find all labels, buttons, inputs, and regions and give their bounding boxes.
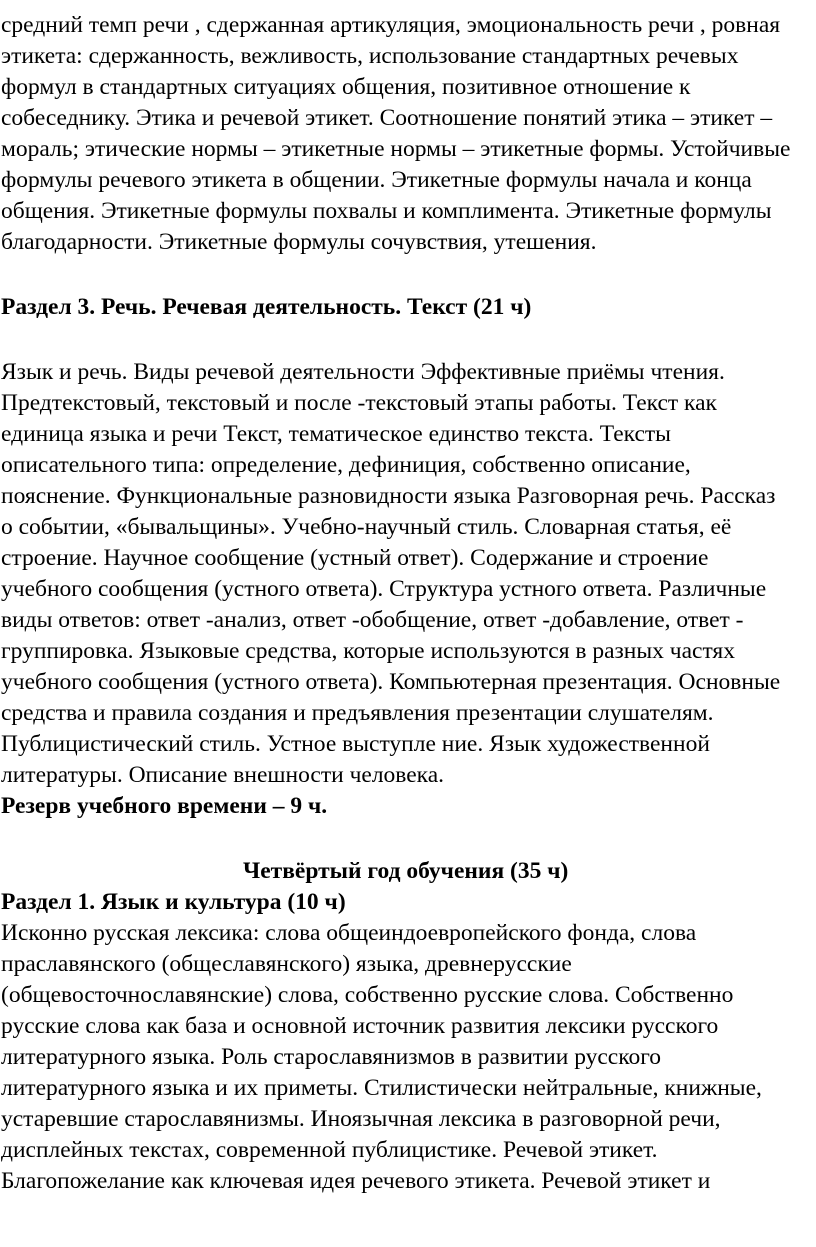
paragraph-line: о событии, «бывальщины». Учебно-научный стиль. Словарная статья, её [1,514,732,540]
paragraph-line: учебного сообщения (устного ответа). Структура устного ответа. Различные [1,576,767,602]
paragraph-line: (общевосточнославянские) слова, собственно русские слова. Собственно [1,982,734,1008]
paragraph-line: этикета: сдержанность, вежливость, использование стандартных речевых [1,43,739,69]
paragraph-line: русские слова как база и основной источник развития лексики русского [1,1013,719,1039]
paragraph-line: литературного языка и их приметы. Стилистически нейтральные, книжные, [1,1075,762,1101]
paragraph-line: строение. Научное сообщение (устный ответ). Содержание и строение [1,545,709,571]
paragraph-line: мораль; этические нормы – этикетные нормы – этикетные формы. Устойчивые [1,136,791,162]
reserve-time-line: Резерв учебного времени – 9 ч. [1,793,328,819]
section-heading: Раздел 1. Язык и культура (10 ч) [1,889,346,915]
paragraph-line: дисплейных текстах, современной публицистике. Речевой этикет. [1,1137,658,1163]
paragraph-line: описательного типа: определение, дефиниция, собственно описание, [1,452,691,478]
paragraph-line: литературы. Описание внешности человека. [1,762,445,788]
paragraph-line: праславянского (общеславянского) языка, древнерусские [1,951,572,977]
paragraph-line: литературного языка. Роль старославянизмов в развитии русского [1,1044,662,1070]
paragraph-line: формул в стандартных ситуациях общения, позитивное отношение к [1,74,691,100]
section-heading: Раздел 3. Речь. Речевая деятельность. Текст (21 ч) [1,294,532,320]
paragraph-line: собеседнику. Этика и речевой этикет. Соотношение понятий этика – этикет – [1,105,773,131]
paragraph-line: группировка. Языковые средства, которые используются в разных частях [1,638,735,664]
paragraph-line: устаревшие старославянизмы. Иноязычная лексика в разговорной речи, [1,1106,721,1132]
paragraph-line: Язык и речь. Виды речевой деятельности Эффективные приёмы чтения. [1,359,725,385]
paragraph-line: учебного сообщения (устного ответа). Компьютерная презентация. Основные [1,669,781,695]
paragraph-line: средний темп речи , сдержанная артикуляция, эмоциональность речи , ровная [1,12,781,38]
paragraph-line: Исконно русская лексика: слова общеиндоевропейского фонда, слова [1,920,697,946]
paragraph-line: формулы речевого этикета в общении. Этикетные формулы начала и конца [1,167,752,193]
year-heading: Четвёртый год обучения (35 ч) [243,858,569,884]
paragraph-line: благодарности. Этикетные формулы сочувствия, утешения. [1,229,597,255]
paragraph-line: средства и правила создания и предъявления презентации слушателям. [1,700,714,726]
paragraph-line: виды ответов: ответ -анализ, ответ -обобщение, ответ -добавление, ответ - [1,607,744,633]
paragraph-line: общения. Этикетные формулы похвалы и комплимента. Этикетные формулы [1,198,772,224]
paragraph-line: Предтекстовый, текстовый и после -текстовый этапы работы. Текст как [1,390,717,416]
paragraph-line: пояснение. Функциональные разновидности языка Разговорная речь. Рассказ [1,483,776,509]
paragraph-line: Публицистический стиль. Устное выступле ние. Язык художественной [1,731,710,757]
paragraph-line: единица языка и речи Текст, тематическое единство текста. Тексты [1,421,671,447]
paragraph-line: Благопожелание как ключевая идея речевого этикета. Речевой этикет и [1,1168,711,1194]
